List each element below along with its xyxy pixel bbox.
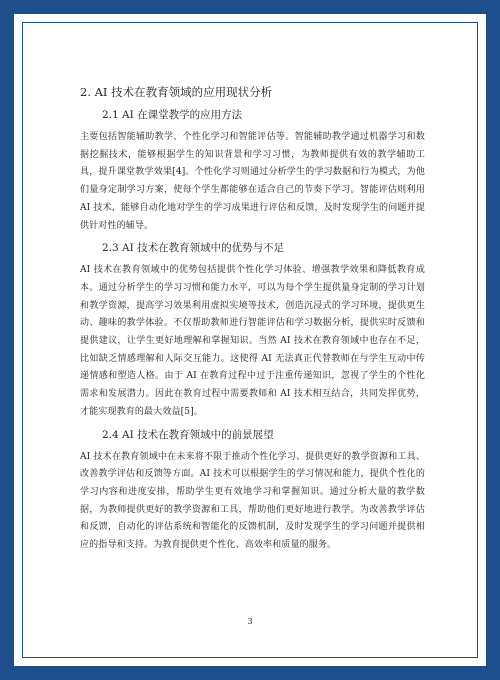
- section-2-1-title: 2.1 AI 在课堂教学的应用方法: [102, 109, 243, 121]
- document-body: [80, 84, 425, 561]
- section-2-3-paragraph: AI 技术在教育领域中的优势包括提供个性化学习体验、增强教学效果和降低教育成本。通过分析学生的学习习惯和能力水平，可以为每个学生提供量身定制的学习计划和教学资源，提高学习效果利用虚拟实境等技术，创造沉浸式的学习环境，提供更生动、趣味的教学体验。不仅帮助教师进行智能评估和学习数据分析，提供实时反馈和提供建议，让学生更好地理解和掌握知识。当然 AI 技术在教育领域中也存在不足，比如缺乏情感理解和人际交互能力。这使得 AI 无法真正代替教师在与学生互动中传递情感和塑造人格。由于 AI 在教育过程中过于注重传递知识，忽视了学生的个性化需求和发展潜力。因此在教育过程中需要教师和 AI 技术相互结合，共同发挥优势，才能实现教育的最大效益[5]。: [80, 265, 425, 417]
- section-2-3-title: 2.3 AI 技术在教育领域中的优势与不足: [102, 242, 285, 255]
- section-2-4-paragraph: AI 技术在教育领域中在未来将不限于推动个性化学习、提供更好的教学资源和工具、改善教学评估和反馈等方面。AI 技术可以根据学生的学习情况和能力，提供个性化的学习内容和进度安排，帮助学生更有效地学习和掌握知识。通过分析大量的教学数据，为教师提供更好的教学资源和工具，帮助他们更好地进行教学。为改善教学评估和反馈，自动化的评估系统和智能化的反馈机制，及时发现学生的学习问题并提供相应的指导和支持。为教育提供更个性化、高效率和质量的服务。: [80, 451, 425, 551]
- section-2-1-paragraph: 主要包括智能辅助教学、个性化学习和智能评估等。智能辅助教学通过机器学习和数据挖掘技术，能够根据学生的知识背景和学习习惯，为教师提供有效的教学辅助工具，提升课堂教学效果[4]。个性化学习则通过分析学生的学习数据和行为模式，为他们量身定制学习方案，使每个学生都能够在适合自己的节奏下学习。智能评估则利用 AI 技术，能够自动化地对学生的学习成果进行评估和反馈，及时发现学生的问题并提供针对性的辅导。: [80, 132, 425, 231]
- section-2-4-title: 2.4 AI 技术在教育领域中的前景展望: [102, 428, 274, 441]
- chapter-heading: 2. AI 技术在教育领域的应用现状分析: [80, 85, 273, 99]
- page-number: 3: [247, 617, 253, 626]
